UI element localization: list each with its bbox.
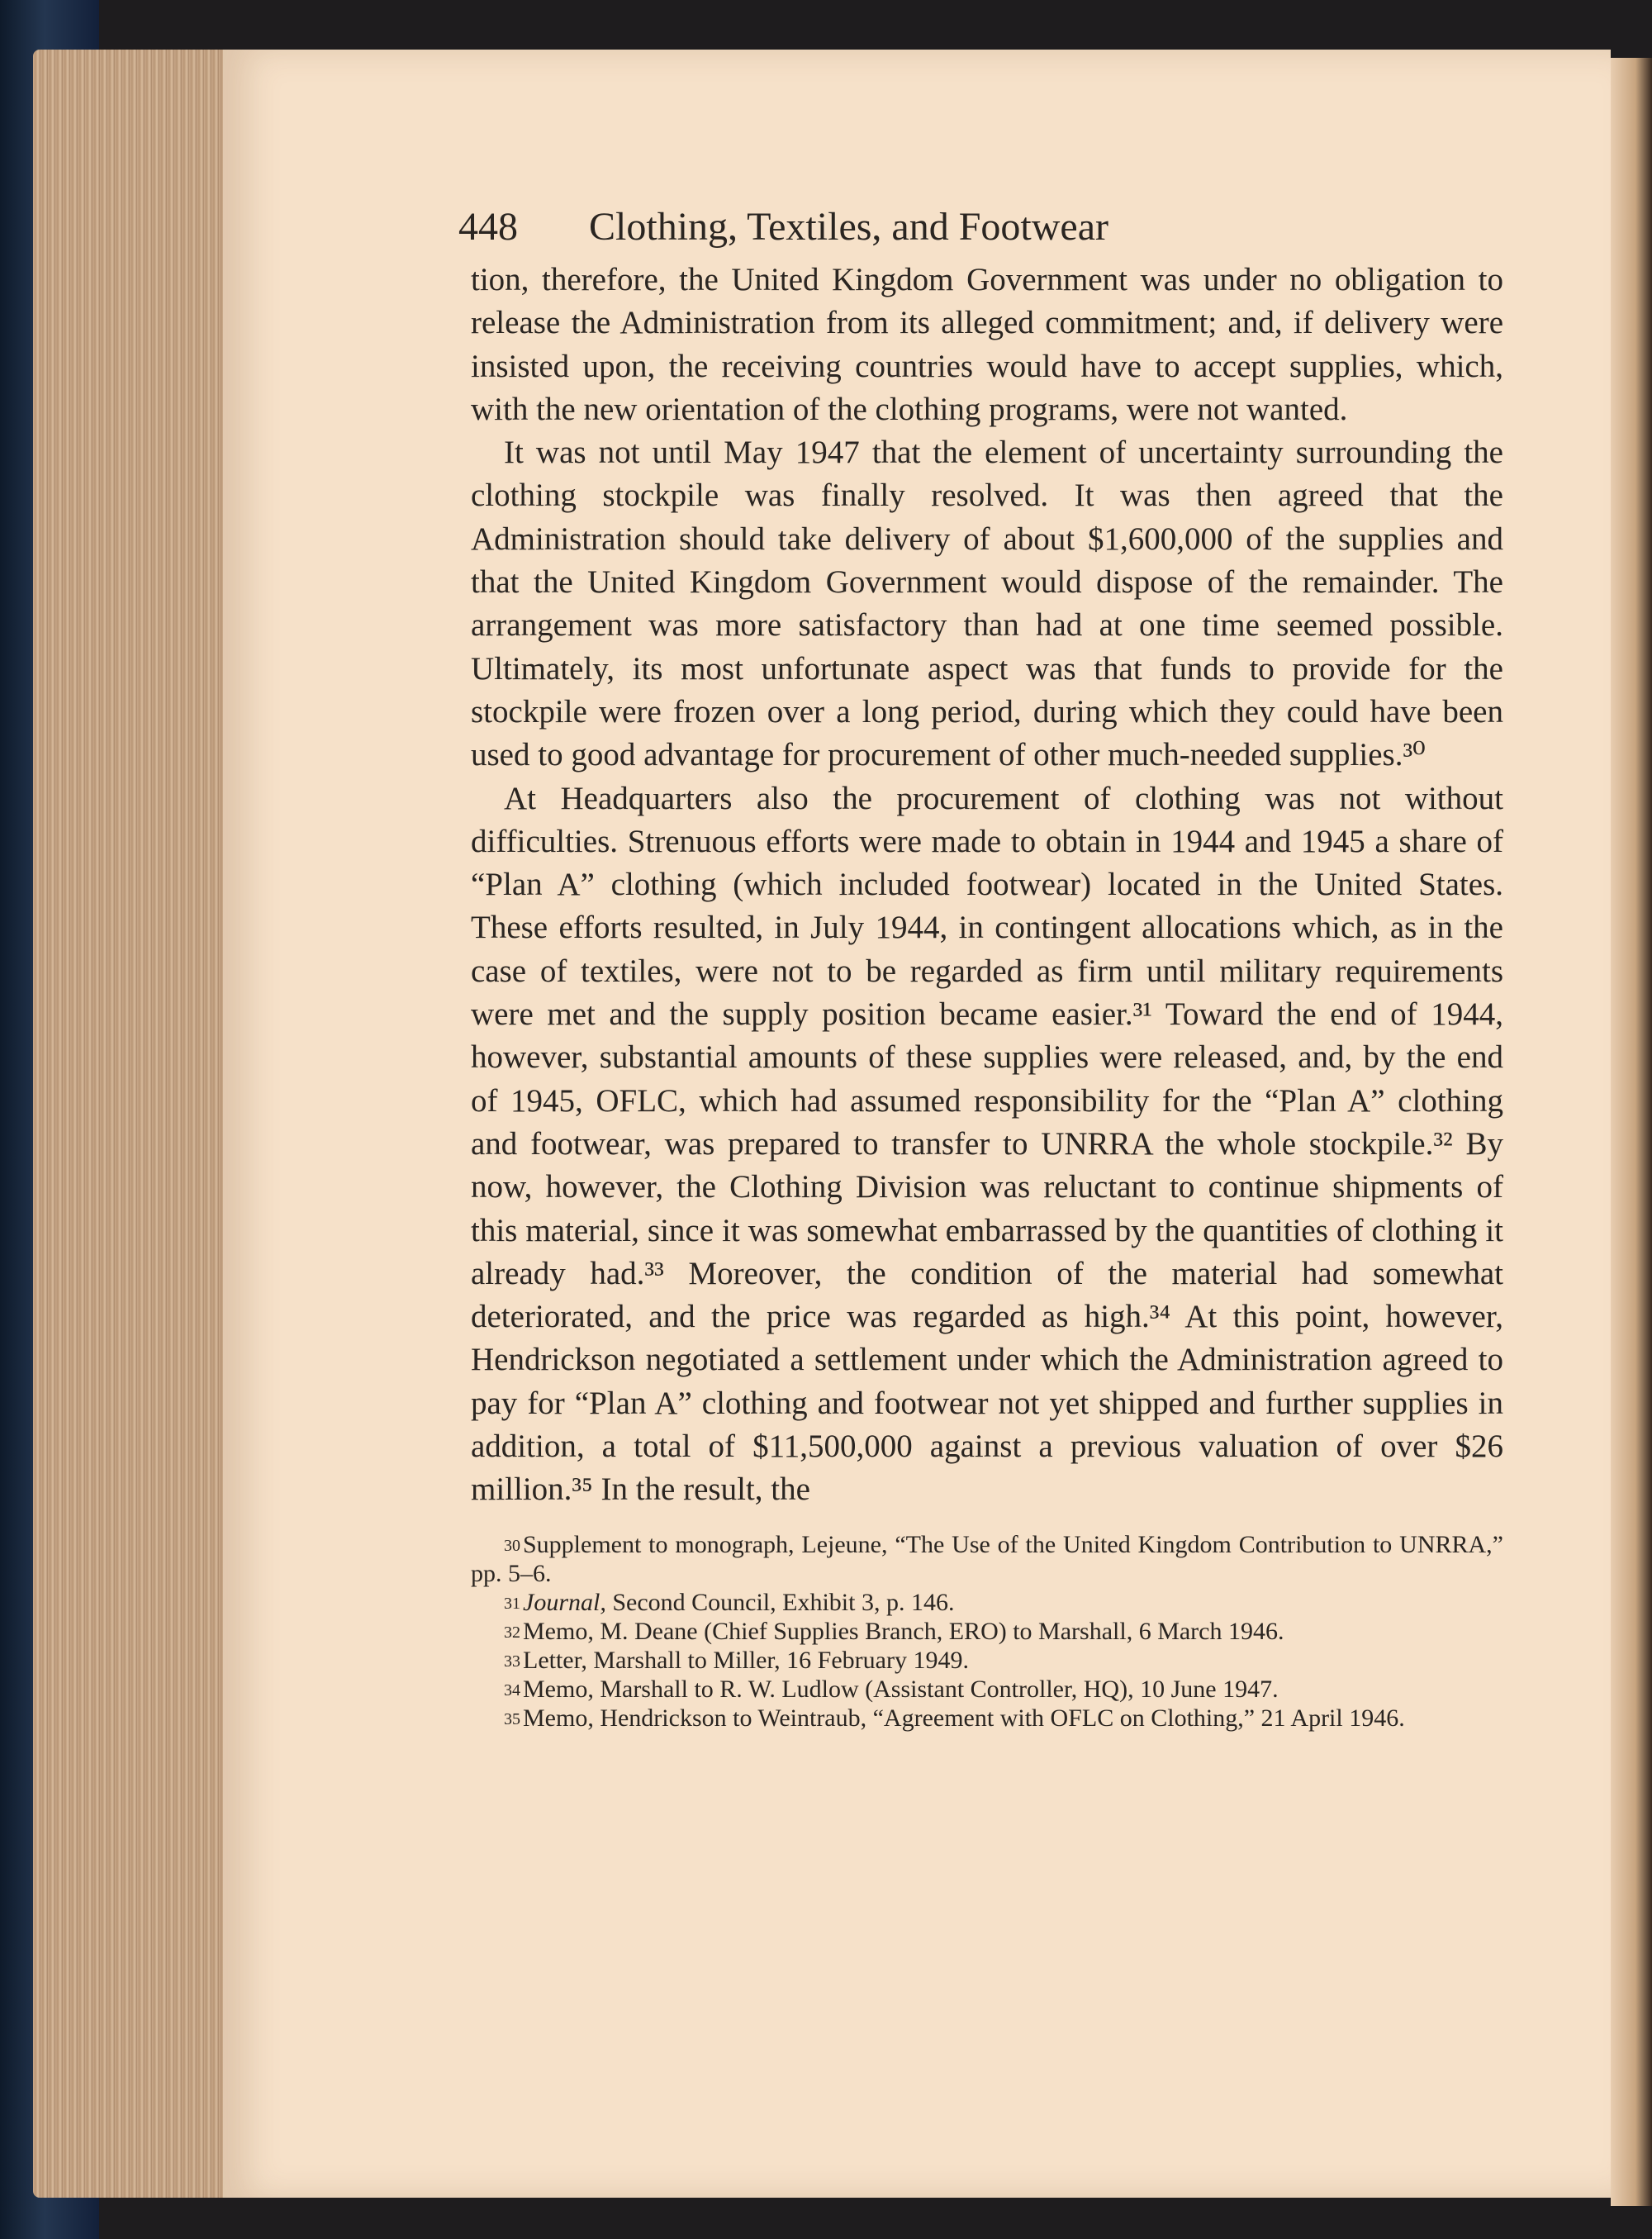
footnote	[471, 1617, 1503, 1646]
footnote	[471, 1675, 1503, 1704]
footnote	[471, 1704, 1503, 1733]
footnote-number: 31	[504, 1594, 520, 1613]
facing-page-edge	[1611, 58, 1652, 2206]
footnotes	[471, 1530, 1503, 1733]
body-text	[471, 259, 1503, 1512]
paragraph: tion, therefore, the United Kingdom Government was under no obligation to release the Administration from its alleged commitment; and, if delivery were insisted upon, the receiving countries would have to accept supplies, which, with the new orientation of the clothing programs, were not wanted.	[471, 262, 1503, 427]
page-content	[458, 202, 1503, 1733]
footnote	[471, 1588, 1503, 1617]
page-number: 448	[458, 205, 518, 249]
footnote-text: Supplement to monograph, Lejeune, “The Use of the United Kingdom Contribution to UNRRA,” pp. 5–6.	[471, 1530, 1503, 1587]
footnote-text: Memo, Hendrickson to Weintraub, “Agreement with OFLC on Clothing,” 21 April 1946.	[523, 1704, 1405, 1732]
footnote-number: 34	[504, 1680, 520, 1699]
footnote-text: Second Council, Exhibit 3, p. 146.	[605, 1588, 955, 1616]
footnote-number: 35	[504, 1709, 520, 1728]
footnote-text: Memo, Marshall to R. W. Ludlow (Assistant Controller, HQ), 10 June 1947.	[523, 1675, 1279, 1703]
footnote-number: 33	[504, 1652, 520, 1671]
footnote-number: 32	[504, 1623, 520, 1642]
paragraph: It was not until May 1947 that the element of uncertainty surrounding the clothing stockpile was finally resolved. It was then agreed that the Administration should take delivery of about $1,600,000 of the supplies and that the United Kingdom Government would dispose of the remainder. The arrangement was more satisfactory than had at one time seemed possible. Ultimately, its most unfortunate aspect was that funds to provide for the stockpile were frozen over a long period, during which they could have been used to good advantage for procurement of other much-needed supplies.³⁰	[471, 435, 1503, 773]
paragraph: At Headquarters also the procurement of clothing was not without difficulties. Strenuous efforts were made to obtain in 1944 and 1945 a share of “Plan A” clothing (which included footwear) located in the United States. These efforts resulted, in July 1944, in contingent allocations which, as in the case of textiles, were not to be regarded as firm until military requirements were met and the supply position became easier.³¹ Toward the end of 1944, however, substantial amounts of these supplies were released, and, by the end of 1945, OFLC, which had assumed responsibility for the “Plan A” clothing and footwear, was prepared to transfer to UNRRA the whole stockpile.³² By now, however, the Clothing Division was reluctant to continue shipments of this material, since it was somewhat embarrassed by the quantities of clothing it already had.³³ Moreover, the condition of the material had somewhat deteriorated, and the price was regarded as high.³⁴ At this point, however, Hendrickson negotiated a settlement under which the Administration agreed to pay for “Plan A” clothing and footwear not yet shipped and further supplies in addition, a total of $11,500,000 against a previous valuation of over $26 million.³⁵ In the result, the	[471, 780, 1503, 1508]
running-head	[458, 202, 1503, 252]
footnote-italic: Journal,	[523, 1588, 606, 1616]
footnote	[471, 1530, 1503, 1588]
page-edges	[33, 50, 231, 2198]
footnote-number: 30	[504, 1536, 520, 1555]
chapter-title: Clothing, Textiles, and Footwear	[589, 205, 1109, 249]
footnote-text: Memo, M. Deane (Chief Supplies Branch, ERO) to Marshall, 6 March 1946.	[523, 1617, 1284, 1645]
footnote	[471, 1646, 1503, 1675]
footnote-text: Letter, Marshall to Miller, 16 February 1949.	[523, 1646, 969, 1674]
